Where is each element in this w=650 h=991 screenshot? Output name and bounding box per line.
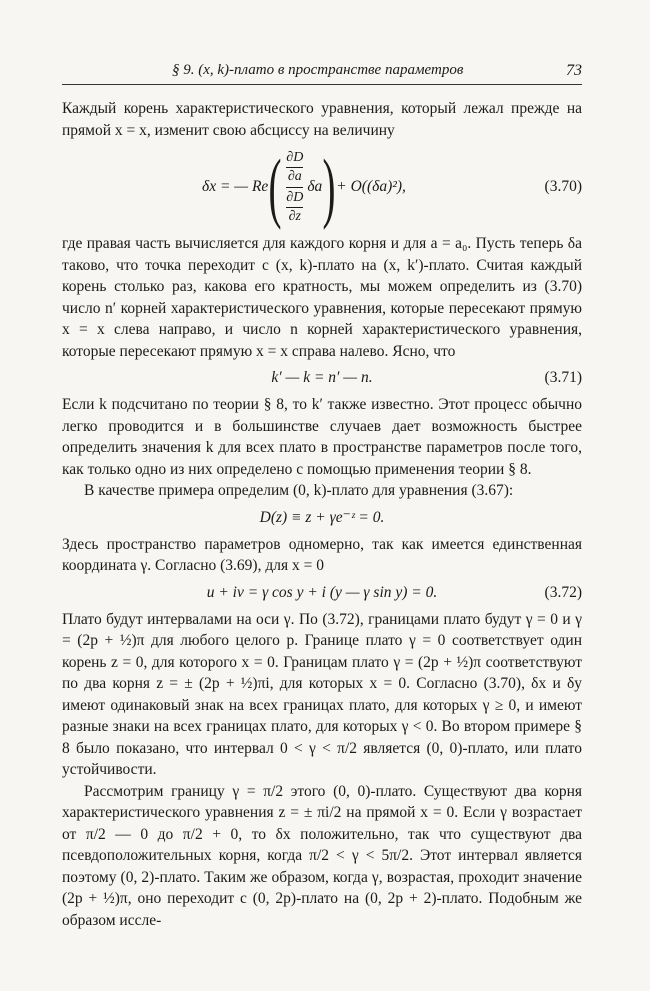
equation-number-3-70: (3.70) <box>544 178 582 195</box>
header-title: § 9. (x, k)-плато в пространстве параметров <box>172 62 464 78</box>
equation-3-71 <box>62 366 582 390</box>
paragraph-3: Если k подсчитано по теории § 8, то k′ также известно. Этот процесс обычно легко проводится и в большинстве случаев дает возможность быстрее определить значения k для всех плато в пространстве параметров после того, как только одно из них определено с помощью применения теории § 8. <box>62 396 582 478</box>
eq370-fraction <box>286 150 303 225</box>
page-body <box>62 98 582 931</box>
eq370-den-top: ∂D <box>286 189 304 205</box>
eq370-denominator <box>286 190 303 225</box>
paragraph-2: где правая часть вычисляется для каждого корня и для a = a₀. Пусть теперь δa таково, что точка переходит с (x, k)-плато на (x, k′)-плато. Считая каждый корень столько раз, какова его кратность, мы можем определить из (3.70) число n′ корней характеристического уравнения, которые пересекают прямую x = x слева направо, и число n корней характеристического уравнения, которые пересекают прямую x = x справа налево. Ясно, что <box>62 235 582 360</box>
equation-3-72 <box>62 581 582 605</box>
page-number: 73 <box>566 62 582 79</box>
paragraph-1: Каждый корень характеристического уравнения, который лежал прежде на прямой x = x, изменит свою абсциссу на величину <box>62 100 582 139</box>
main-fraction-bar <box>286 187 303 188</box>
running-header <box>62 60 582 85</box>
eq370-tail: + O((δa)²), <box>336 178 406 195</box>
eq370-num-bottom: ∂a <box>287 168 302 184</box>
equation-d-z <box>62 506 582 530</box>
paragraph-7: Рассмотрим границу γ = π/2 этого (0, 0)-плато. Существуют два корня характеристического уравнения z = ± πi/2 на прямой x = 0. Если γ возрастает от π/2 — 0 до π/2 + 0, то δx положительно, так что существуют два псевдоположительных корня, когда π/2 < γ < 5π/2. Этот интервал является поэтому (0, 2)-плато. Таким же образом, когда γ, возрастая, проходит значение (2p + ½)π, оно переходит с (0, 2p)-плато на (0, 2p + 2)-плато. Подобным же образом иссле- <box>62 782 582 929</box>
paragraph-5: Здесь пространство параметров одномерно, так как имеется единственная координата γ. Согласно (3.69), для x = 0 <box>62 535 582 574</box>
eq370-num-top: ∂D <box>286 149 304 165</box>
eq370-after-frac: δa <box>307 178 323 195</box>
eq370-numerator <box>286 150 303 185</box>
equation-3-72-formula: u + iv = γ cos y + i (y — γ sin y) = 0. <box>206 583 438 601</box>
paragraph-4: В качестве примера определим (0, k)-плато для уравнения (3.67): <box>84 482 514 499</box>
fraction-bar <box>286 207 303 208</box>
left-paren: ( <box>268 143 282 230</box>
eq370-den-bottom: ∂z <box>288 208 301 224</box>
equation-3-70 <box>62 141 582 233</box>
equation-number-3-71: (3.71) <box>544 369 582 386</box>
equation-3-71-formula: k′ — k = n′ — n. <box>271 369 373 386</box>
right-paren: ) <box>322 143 336 230</box>
equation-d-z-formula: D(z) ≡ z + γe⁻ᶻ = 0. <box>259 508 385 526</box>
equation-3-70-formula <box>202 141 406 233</box>
equation-number-3-72: (3.72) <box>544 583 582 601</box>
fraction-bar <box>286 167 303 168</box>
eq370-lhs: δx = — Re <box>202 178 269 195</box>
paragraph-6: Плато будут интервалами на оси γ. По (3.72), границами плато будут γ = 0 и γ = (2p + ½)π для любого целого p. Границе плато γ = 0 соответствует один корень z = 0, для которого x = 0. Границам плато γ = (2p + ½)π соответствуют по два корня z = ± (2p + ½)πi, для которых x = 0. Согласно (3.70), δx и δy имеют одинаковый знак на всех границах плато, для которых γ ≥ 0, и имеют разные знаки на всех границах плато, для которых γ < 0. Во втором примере § 8 было показано, что интервал 0 < γ < π/2 является (0, 0)-плато, или плато устойчивости. <box>62 610 582 778</box>
